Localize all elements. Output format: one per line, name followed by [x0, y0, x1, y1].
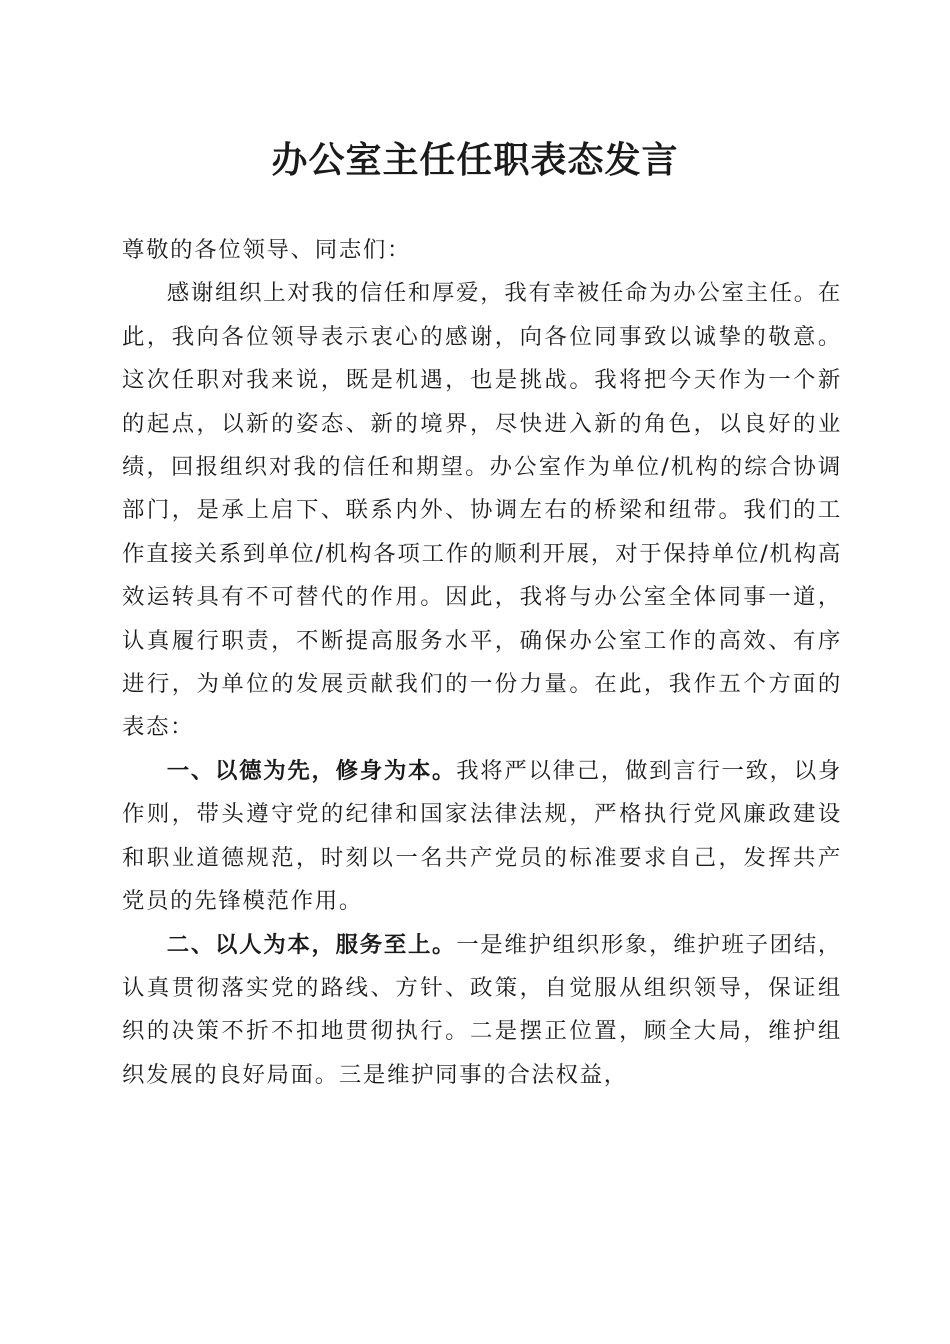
- paragraph-text: 一是维护组织形象，维护班子团结，认真贯彻落实党的路线、方针、政策，自觉服从组织领导，保证组织的决策不折不扣地贯彻执行。二是摆正位置，顾全大局，维护组织发展的良好局面。三是维护同事的合法权益，: [122, 931, 843, 1088]
- document-title: 办公室主任任职表态发言: [271, 139, 679, 181]
- paragraph-point-2: [122, 924, 842, 1098]
- document-body: [122, 229, 842, 1097]
- paragraph-text: 我将严以律己，做到言行一致，以身作则，带头遵守党的纪律和国家法律法规，严格执行党风廉政建设和职业道德规范，时刻以一名共产党员的标准要求自己，发挥共产党员的先锋模范作用。: [122, 757, 843, 915]
- paragraph-text: 感谢组织上对我的信任和厚爱，我有幸被任命为办公室主任。在此，我向各位领导表示衷心的感谢，向各位同事致以诚挚的敬意。这次任职对我来说，既是机遇，也是挑战。我将把今天作为一个新的起点，以新的姿态、新的境界，尽快进入新的角色，以良好的业绩，回报组织对我的信任和期望。办公室作为单位/机构的综合协调部门，是承上启下、联系内外、协调左右的桥梁和纽带。我们的工作直接关系到单位/机构各项工作的顺利开展，对于保持单位/机构高效运转具有不可替代的作用。因此，我将与办公室全体同事一道，认真履行职责，不断提高服务水平，确保办公室工作的高效、有序进行，为单位的发展贡献我们的一份力量。在此，我作五个方面的表态：: [122, 280, 842, 741]
- paragraph-heading: 二、以人为本，服务至上。: [166, 931, 457, 958]
- salutation: 尊敬的各位领导、同志们：: [122, 237, 412, 263]
- paragraph-point-1: [122, 750, 842, 924]
- paragraph-heading: 一、以德为先，修身为本。: [166, 757, 457, 784]
- paragraph-intro: [122, 272, 842, 749]
